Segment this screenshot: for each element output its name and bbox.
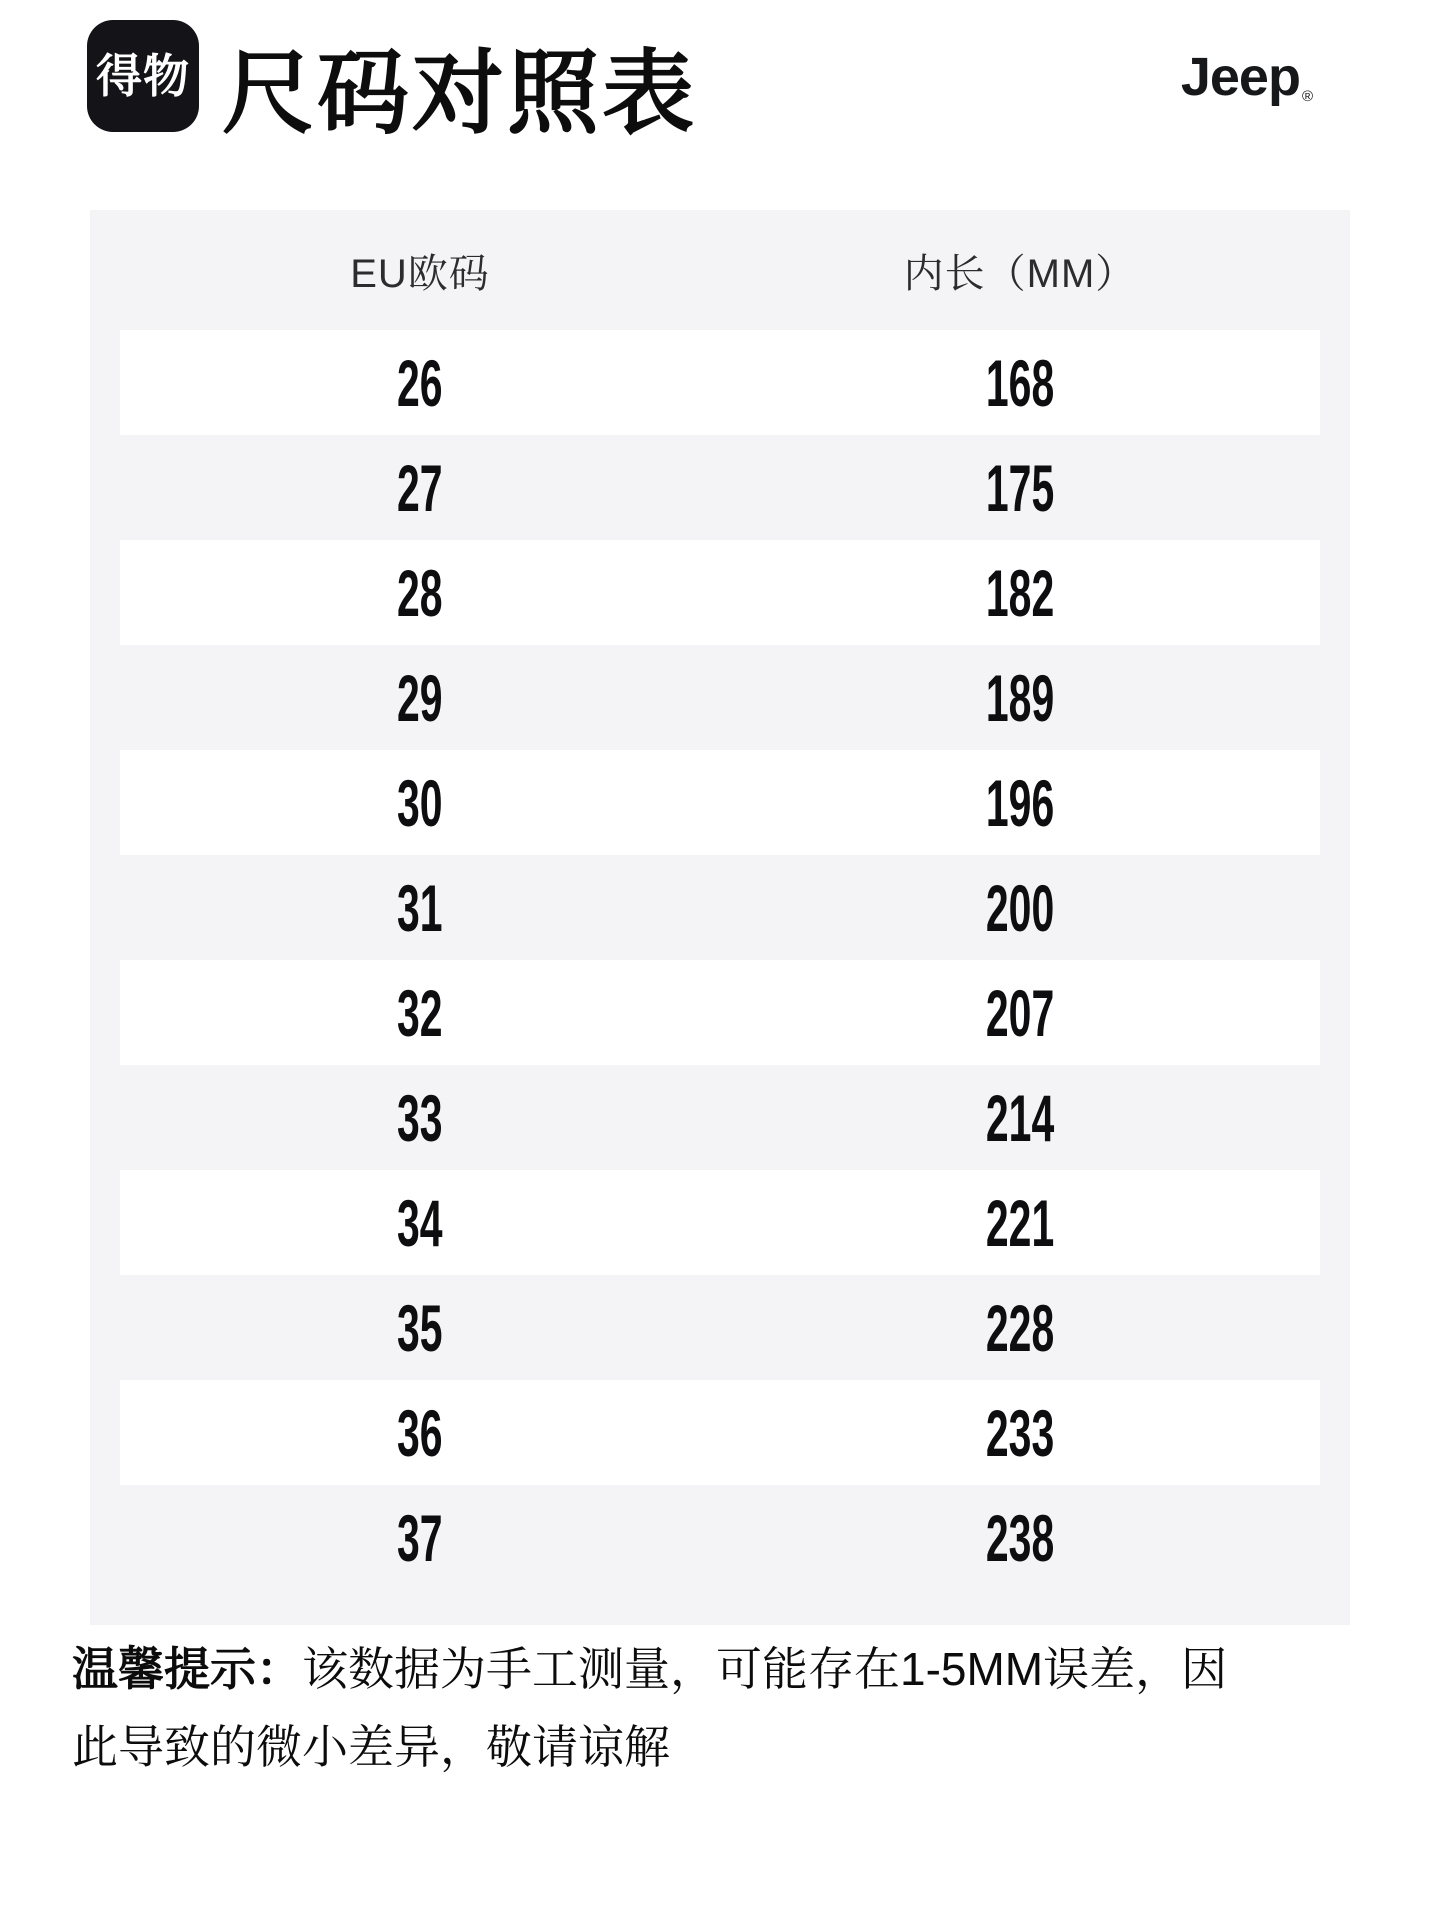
inner-length-value: 168 [985, 345, 1055, 420]
inner-length-value: 207 [985, 975, 1055, 1050]
table-header-row [120, 210, 1320, 330]
eu-size-cell [120, 975, 720, 1050]
eu-size-cell [120, 1185, 720, 1260]
eu-size-cell [120, 870, 720, 945]
inner-length-value: 189 [985, 660, 1055, 735]
inner-length-cell [720, 1500, 1320, 1575]
eu-size-cell [120, 1500, 720, 1575]
table-row [120, 960, 1320, 1065]
inner-length-cell [720, 975, 1320, 1050]
inner-length-cell [720, 450, 1320, 525]
inner-length-value: 182 [985, 555, 1055, 630]
dewu-app-logo [87, 20, 199, 132]
eu-size-cell [120, 1395, 720, 1470]
inner-length-value: 214 [985, 1080, 1055, 1155]
jeep-logo-text: Jeep [1180, 47, 1300, 107]
eu-size-value: 31 [397, 870, 443, 945]
table-row [120, 1065, 1320, 1170]
dewu-logo-text: 得物 [96, 50, 190, 102]
size-chart-panel [90, 210, 1350, 1625]
column-header-inner-length: 内长（MM） [903, 251, 1137, 296]
table-row [120, 750, 1320, 855]
table-row [120, 1170, 1320, 1275]
table-row [120, 435, 1320, 540]
table-row [120, 540, 1320, 645]
eu-size-cell [120, 765, 720, 840]
eu-size-value: 29 [397, 660, 443, 735]
table-row [120, 645, 1320, 750]
table-row [120, 1380, 1320, 1485]
eu-size-value: 30 [397, 765, 443, 840]
inner-length-value: 221 [985, 1185, 1055, 1260]
footnote-line1: 该数据为手工测量，可能存在1-5MM误差，因 [302, 1643, 1228, 1695]
eu-size-value: 35 [397, 1290, 443, 1365]
eu-size-value: 36 [397, 1395, 443, 1470]
inner-length-cell [720, 870, 1320, 945]
eu-size-cell [120, 1080, 720, 1155]
footnote-line2: 此导致的微小差异，敬请谅解 [72, 1721, 670, 1773]
inner-length-cell [720, 1080, 1320, 1155]
eu-size-value: 28 [397, 555, 443, 630]
registered-trademark-symbol: ® [1301, 88, 1312, 105]
table-row [120, 1485, 1320, 1590]
footnote [72, 1630, 1380, 1786]
jeep-brand-logo [1180, 47, 1312, 107]
eu-size-cell [120, 1290, 720, 1365]
table-row [120, 855, 1320, 960]
inner-length-cell [720, 1290, 1320, 1365]
inner-length-cell [720, 1185, 1320, 1260]
eu-size-value: 26 [397, 345, 443, 420]
inner-length-value: 233 [985, 1395, 1055, 1470]
inner-length-value: 200 [985, 870, 1055, 945]
inner-length-cell [720, 765, 1320, 840]
inner-length-value: 196 [985, 765, 1055, 840]
page-title: 尺码对照表 [222, 43, 698, 145]
eu-size-cell [120, 555, 720, 630]
eu-size-value: 34 [397, 1185, 443, 1260]
inner-length-cell [720, 660, 1320, 735]
eu-size-cell [120, 450, 720, 525]
eu-size-cell [120, 660, 720, 735]
inner-length-cell [720, 555, 1320, 630]
footnote-label: 温馨提示： [72, 1643, 302, 1695]
table-row [120, 330, 1320, 435]
eu-size-value: 32 [397, 975, 443, 1050]
column-header-eu-size: EU欧码 [350, 251, 490, 296]
inner-length-cell [720, 1395, 1320, 1470]
inner-length-value: 238 [985, 1500, 1055, 1575]
inner-length-value: 175 [985, 450, 1055, 525]
inner-length-value: 228 [985, 1290, 1055, 1365]
eu-size-value: 27 [397, 450, 443, 525]
table-body [90, 330, 1350, 1590]
inner-length-cell [720, 345, 1320, 420]
eu-size-cell [120, 345, 720, 420]
eu-size-value: 37 [397, 1500, 443, 1575]
table-row [120, 1275, 1320, 1380]
eu-size-value: 33 [397, 1080, 443, 1155]
